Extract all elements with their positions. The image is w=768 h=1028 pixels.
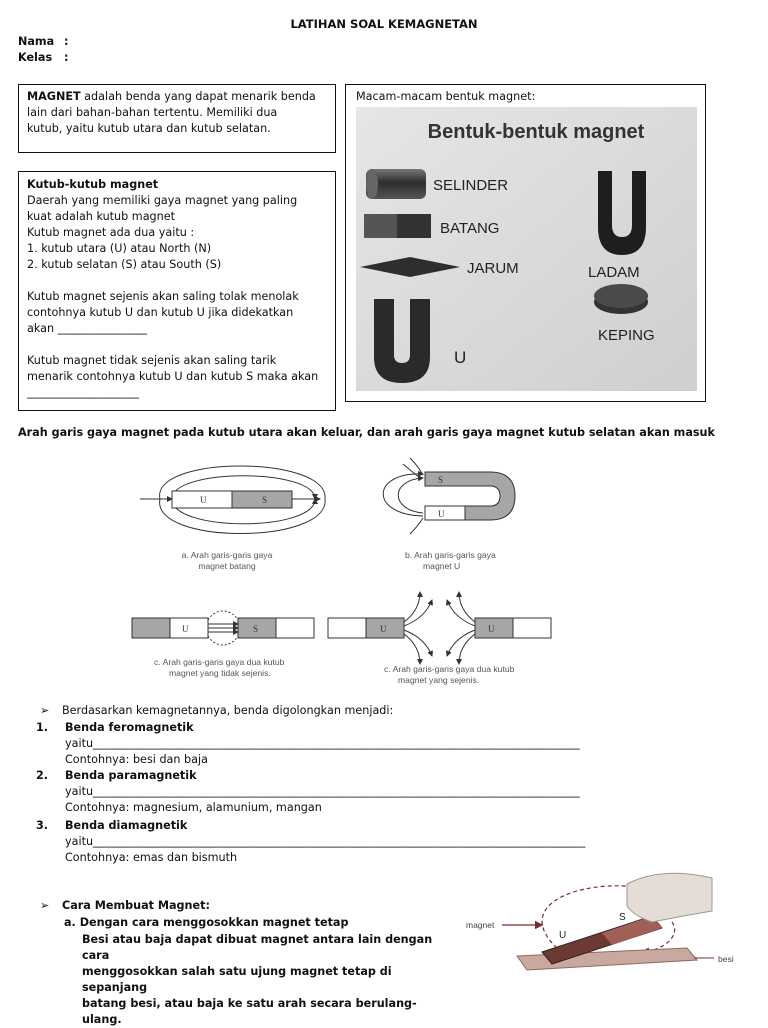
pole-u: U — [200, 495, 207, 505]
caption-c2 — [384, 664, 584, 686]
caption-c1-line: magnet yang tidak sejenis. — [169, 668, 271, 678]
definition-text-3: kutub, yaitu kutub utara dan kutub selatan. — [27, 122, 271, 135]
page-title: LATIHAN SOAL KEMAGNETAN — [290, 17, 478, 31]
field-statement: Arah garis gaya magnet pada kutub utara akan keluar, dan arah garis gaya magnet kutub selatan akan masuk — [18, 426, 715, 439]
item-name: Benda feromagnetik — [65, 721, 194, 734]
poles-line: 1. kutub utara (U) atau North (N) — [27, 242, 212, 255]
poles-blank: ____________________ — [27, 386, 139, 399]
arrow-bullet-icon: ➢ — [40, 704, 50, 717]
making-heading: Cara Membuat Magnet: — [62, 899, 210, 912]
bar-pole-s: S — [619, 912, 626, 923]
label-u: U — [454, 348, 467, 367]
making-line: Besi atau baja dapat dibuat magnet antara lain dengan cara — [82, 933, 433, 962]
shapes-box — [345, 84, 706, 402]
item-number: 2. — [36, 769, 49, 782]
poles-line: Kutub magnet ada dua yaitu : — [27, 226, 195, 239]
classification-item — [36, 768, 656, 816]
classification-intro-row — [40, 703, 393, 719]
arrow-bullet-icon: ➢ — [40, 899, 50, 912]
poles-heading: Kutub-kutub magnet — [27, 178, 159, 191]
item-yaitu-blank: yaitu_______________________________________________________________________________________ — [65, 737, 580, 750]
pole-u: U — [182, 624, 189, 634]
caption-a-line: magnet batang — [198, 561, 256, 571]
classification-intro: Berdasarkan kemagnetannya, benda digolongkan menjadi: — [62, 704, 394, 717]
disc-magnet-icon — [594, 284, 648, 314]
label-keping: KEPING — [598, 327, 655, 344]
pole-u: U — [488, 624, 495, 634]
caption-c2-line: c. Arah garis-garis gaya dua kutub — [384, 664, 515, 674]
poles-line: Kutub magnet sejenis akan saling tolak menolak — [27, 290, 299, 303]
poles-line: menarik contohnya kutub U dan kutub S maka akan — [27, 370, 319, 383]
unlike-poles-figure — [132, 611, 314, 645]
like-poles-figure — [328, 592, 551, 664]
caption-c1-line: c. Arah garis-garis gaya dua kutub — [154, 657, 285, 667]
poles-blank: akan ________________ — [27, 322, 148, 335]
caption-a-line: a. Arah garis-garis gaya — [181, 550, 273, 560]
item-name: Benda paramagnetik — [65, 769, 197, 782]
bar-field-figure — [140, 466, 325, 534]
poles-line: 2. kutub selatan (S) atau South (S) — [27, 258, 222, 271]
poles-line: Kutub magnet tidak sejenis akan saling tarik — [27, 354, 277, 367]
class-colon: : — [64, 51, 69, 64]
rubbing-magnet-figure — [462, 856, 762, 978]
u-magnet-field-figure — [383, 458, 515, 534]
hand-icon — [627, 873, 712, 922]
definition-box — [18, 84, 336, 153]
shapes-image-title: Bentuk-bentuk magnet — [427, 121, 645, 143]
poles-spacer — [27, 273, 327, 289]
item-name: Benda diamagnetik — [65, 819, 188, 832]
bar-magnet-icon — [364, 214, 431, 238]
item-example: Contohnya: emas dan bismuth — [65, 851, 238, 864]
caption-a — [172, 550, 282, 572]
pole-u: U — [380, 624, 387, 634]
class-label: Kelas — [18, 51, 53, 64]
pole-s: S — [253, 624, 259, 634]
pole-u: U — [438, 509, 445, 519]
label-batang: BATANG — [440, 220, 500, 237]
poles-spacer — [27, 337, 327, 353]
making-sub: a. Dengan cara menggosokkan magnet tetap — [64, 916, 349, 929]
item-yaitu-blank: yaitu_______________________________________________________________________________________ — [65, 785, 580, 798]
label-ladam: LADAM — [588, 264, 640, 281]
label-magnet: magnet — [466, 920, 495, 930]
cylinder-magnet-icon — [366, 169, 426, 199]
item-yaitu-blank: yaitu________________________________________________________________________________________ — [65, 835, 586, 848]
label-jarum: JARUM — [467, 260, 519, 277]
definition-text-2: lain dari bahan-bahan tertentu. Memiliki dua — [27, 106, 278, 119]
item-example: Contohnya: besi dan baja — [65, 753, 208, 766]
item-example: Contohnya: magnesium, alamunium, mangan — [65, 801, 322, 814]
caption-b-line: magnet U — [423, 561, 461, 571]
making-text — [82, 932, 442, 1028]
poles-line: Daerah yang memiliki gaya magnet yang paling — [27, 194, 298, 207]
pole-s: S — [262, 495, 268, 505]
poles-line: contohnya kutub U dan kutub U jika didekatkan — [27, 306, 294, 319]
caption-c2-line: magnet yang sejenis. — [398, 675, 480, 685]
label-silinder: SELINDER — [433, 177, 509, 194]
classification-item — [36, 720, 656, 768]
item-number: 1. — [36, 721, 49, 734]
making-line: batang besi, atau baja ke satu arah secara berulang-ulang. — [82, 997, 417, 1026]
caption-c1 — [154, 657, 354, 679]
bar-pole-u: U — [559, 930, 567, 941]
definition-text-1: adalah benda yang dapat menarik benda — [80, 90, 316, 103]
making-heading-row — [40, 898, 210, 914]
magnet-term: MAGNET — [27, 90, 81, 103]
poles-box — [18, 171, 336, 411]
name-label: Nama — [18, 35, 55, 48]
caption-b-line: b. Arah garis-garis gaya — [405, 550, 496, 560]
shapes-caption: Macam-macam bentuk magnet: — [356, 90, 536, 103]
magnet-shapes-image — [356, 107, 697, 391]
making-line: menggosokkan salah satu ujung magnet tetap di sepanjang — [82, 965, 392, 994]
name-colon: : — [64, 35, 69, 48]
item-number: 3. — [36, 819, 49, 832]
label-besi: besi — [718, 954, 734, 964]
poles-line: kuat adalah kutub magnet — [27, 210, 176, 223]
pole-s: S — [438, 475, 444, 485]
caption-b — [405, 550, 525, 572]
